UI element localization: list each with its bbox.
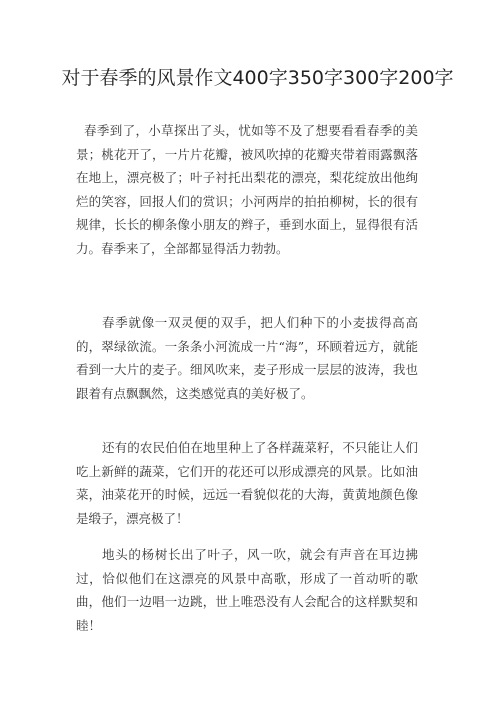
paragraph-1: 春季到了，小草探出了头，忧如等不及了想要看看春季的美景；桃花开了，一片片花瓣，被风吹掉的花瓣夹带着雨露飘落在地上，漂亮极了；叶子衬托出梨花的漂亮，梨花绽放出他绚烂的笑容，回报人们的赏识；小河两岸的拍拍柳树，长的很有规律，长长的柳条像小朋友的辫子，垂到水面上，显得很有活力。春季来了，全部都显得活力勃勃。 bbox=[76, 123, 418, 256]
paragraph-2: 春季就像一双灵便的双手，把人们种下的小麦拔得高高的，翠绿欲流。一条条小河流成一片“海”，环顾着远方，就能看到一大片的麦子。细风吹来，麦子形成一层层的波涛，我也跟着有点飘飘然，这类感觉真的美好极了。 bbox=[76, 315, 418, 401]
paragraph-4: 地头的杨树长出了叶子，风一吹，就会有声音在耳边拂过，恰似他们在这漂亮的风景中高歌，形成了一首动听的歌曲，他们一边唱一边跳，世上唯恐没有人会配合的这样默契和睦！ bbox=[76, 547, 418, 633]
paragraph-3: 还有的农民伯伯在地里种上了各样蔬菜籽，不只能让人们吃上新鲜的蔬菜，它们开的花还可以形成漂亮的风景。比如油菜，油菜花开的时候，远远一看貌似花的大海，黄黄地颜色像是缎子，漂亮极了！ bbox=[76, 440, 418, 526]
document-title: 对于春季的风景作文400字350字300字200字 bbox=[61, 67, 454, 89]
